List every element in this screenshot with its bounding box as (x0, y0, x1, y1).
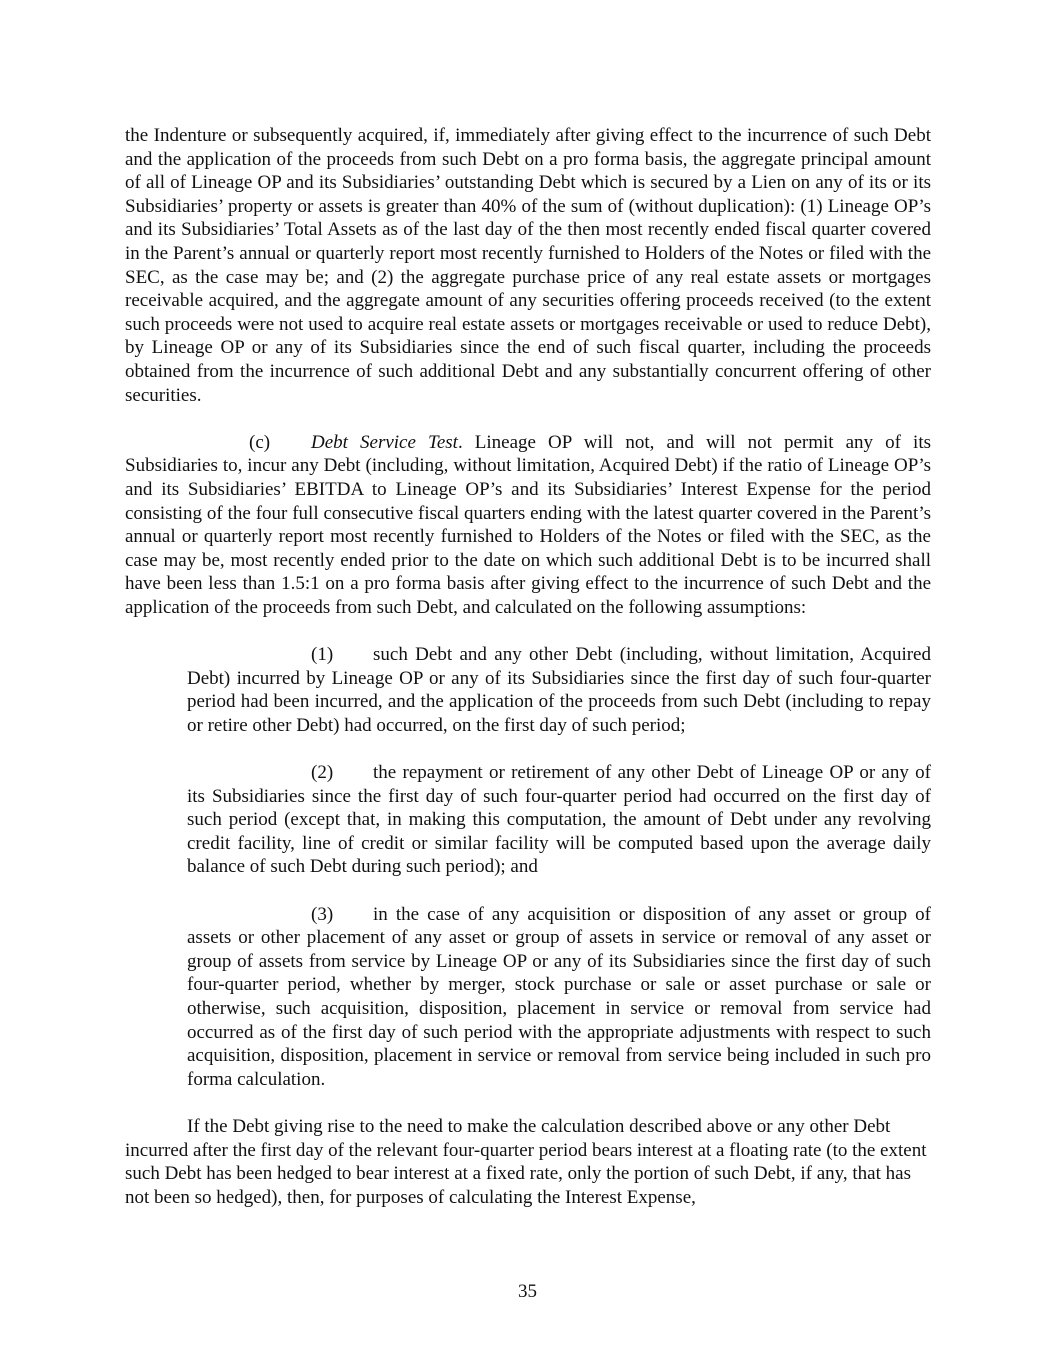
list-item-text: such Debt and any other Debt (including, without limitation, Acquired Debt) incurred by Lineage OP or any of its Subsidiaries since the first day of such four-quarter period had been incurred, and the application of the proceeds from such Debt (including to repay or retire other Debt) had occurred, on the first day of such period; (187, 644, 931, 736)
document-page (125, 124, 931, 1209)
page-number: 35 (518, 1281, 537, 1302)
section-c-heading: Debt Service Test (311, 431, 458, 453)
section-c-paragraph (125, 431, 931, 620)
list-item-number: (3) (311, 903, 334, 925)
list-item-3 (187, 903, 931, 1092)
final-paragraph: If the Debt giving rise to the need to make the calculation described above or any other Debt incurred after the first day of the relevant four-quarter period bears interest at a floating rate (to the extent such Debt has been hedged to bear interest at a fixed rate, only the portion of such Debt, if any, that has not been so hedged), then, for purposes of calculating the Interest Expense, (125, 1115, 927, 1208)
list-item-text: the repayment or retirement of any other Debt of Lineage OP or any of its Subsidiaries since the first day of such four-quarter period had occurred on the first day of such period (except that, in making this computation, the amount of Debt under any revolving credit facility, line of credit or similar facility will be computed based upon the average daily balance of such Debt during such period); and (187, 762, 931, 878)
continuation-paragraph: the Indenture or subsequently acquired, if, immediately after giving effect to the incurrence of such Debt and the application of the proceeds from such Debt on a pro forma basis, the aggregate principal amount of all of Lineage OP and its Subsidiaries’ outstanding Debt which is secured by a Lien on any of its or its Subsidiaries’ property or assets is greater than 40% of the sum of (without duplication): (1) Lineage OP’s and its Subsidiaries’ Total Assets as of the last day of the then most recently ended fiscal quarter covered in the Parent’s annual or quarterly report most recently furnished to Holders of the Notes or filed with the SEC, as the case may be; and (2) the aggregate purchase price of any real estate assets or mortgages receivable acquired, and the aggregate amount of any securities offering proceeds received (to the extent such proceeds were not used to acquire real estate assets or mortgages receivable or used to reduce Debt), by Lineage OP or any of its Subsidiaries since the end of such fiscal quarter, including the proceeds obtained from the incurrence of such additional Debt and any substantially concurrent offering of other securities. (125, 125, 931, 406)
list-item-1 (187, 643, 931, 737)
section-c-heading-punct: . (457, 431, 463, 453)
list-item-2 (187, 761, 931, 879)
list-item-number: (2) (311, 762, 334, 784)
section-c-number: (c) (249, 431, 271, 453)
list-item-number: (1) (311, 644, 334, 666)
section-c-text: Lineage OP will not, and will not permit any of its Subsidiaries to, incur any Debt (including, without limitation, Acquired Debt) if the ratio of Lineage OP’s and its Subsidiaries’ EBITDA to Lineage OP’s and its Subsidiaries’ Interest Expense for the period consisting of the four full consecutive fiscal quarters ending with the latest quarter covered in the Parent’s annual or quarterly report most recently furnished to Holders of the Notes or filed with the SEC, as the case may be, most recently ended prior to the date on which such additional Debt is to be incurred shall have been less than 1.5:1 on a pro forma basis after giving effect to the incurrence of such Debt and the application of the proceeds from such Debt, and calculated on the following assumptions: (125, 431, 931, 618)
list-item-text: in the case of any acquisition or disposition of any asset or group of assets or other placement of any asset or group of assets in service or removal of any asset or group of assets from service by Lineage OP or any of its Subsidiaries since the first day of such four-quarter period, whether by merger, stock purchase or sale or asset purchase or sale or otherwise, such acquisition, disposition, placement in service or removal from service had occurred as of the first day of such period with the appropriate adjustments with respect to such acquisition, disposition, placement in service or removal from service being included in such pro forma calculation. (187, 903, 931, 1090)
